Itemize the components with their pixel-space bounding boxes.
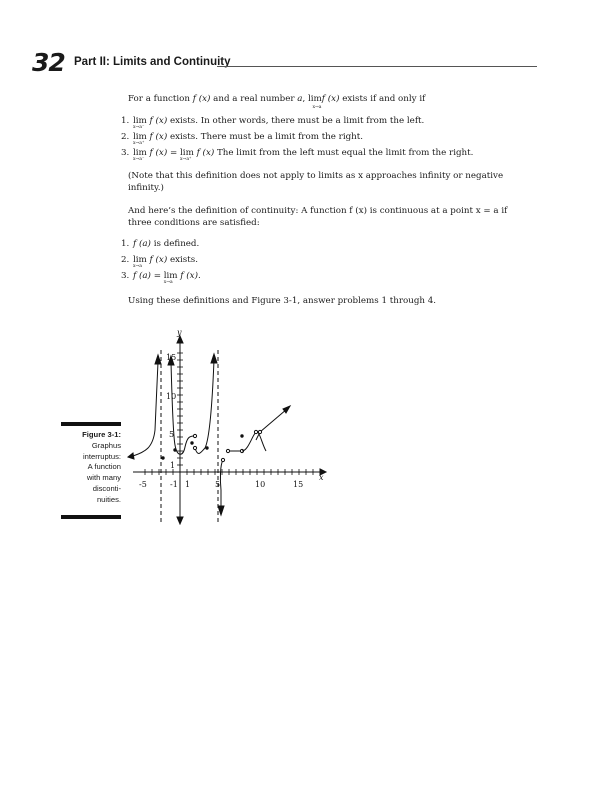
x-tick-label: 5: [215, 480, 221, 489]
curve-middle-u: [171, 362, 194, 454]
open-point: [193, 434, 196, 437]
x-axis-label: x: [319, 473, 324, 482]
filled-point: [174, 449, 176, 451]
part-title: Part II: Limits and Continuity: [74, 56, 231, 68]
filled-point: [162, 457, 164, 459]
y-tick-label: 1: [170, 461, 176, 470]
list-item: 2. lim x→a⁺ f (x) exists. There must be a limit from the right.: [121, 132, 364, 146]
note-paragraph: (Note that this definition does not apply to limits as x approaches infinity or negative infinity.): [128, 171, 504, 193]
ray-up: [260, 409, 287, 432]
x-tick-label: -5: [139, 480, 147, 489]
figure-label: Figure 3-1:: [82, 430, 121, 439]
page-number: 32: [32, 48, 65, 77]
list-item: 1. f (a) is defined.: [121, 239, 200, 249]
x-tick-label: 15: [293, 480, 304, 489]
x-tick-label: 1: [185, 480, 191, 489]
caption-top-rule: [61, 422, 121, 426]
y-axis-label: y: [177, 328, 182, 337]
x-tick-label: 10: [255, 480, 266, 489]
curve-left-branch: [133, 362, 158, 456]
continuity-intro-paragraph: And here’s the definition of continuity: A function f (x) is continuous at a point x = a if three conditions are satisfied:: [128, 206, 508, 228]
y-tick-label: 10: [166, 392, 177, 401]
list-item: 3. f (a) = lim x→a f (x).: [121, 271, 201, 285]
figure-caption: Figure 3-1: Graphus interruptus: A function with many disconti- nuities.: [82, 430, 121, 504]
y-axis-arrow: [177, 336, 183, 343]
y-tick-label: 5: [169, 430, 175, 439]
curve-peak: [242, 432, 266, 451]
instruction-paragraph: Using these definitions and Figure 3-1, answer problems 1 through 4.: [128, 296, 437, 306]
y-tick-label: 15: [166, 353, 177, 362]
function-graph: [125, 320, 335, 525]
y-axis-down-arrow: [177, 517, 183, 524]
curve-right-branch: [220, 460, 223, 508]
intro-paragraph: For a function f (x) and a real number a, lim x→a f (x) exists if and only if: [128, 94, 426, 110]
filled-point: [191, 442, 193, 444]
header-rule: [217, 66, 537, 67]
caption-bottom-rule: [61, 515, 121, 519]
list-item: 2. lim x→a f (x) exists.: [121, 255, 198, 269]
page-header: [32, 50, 537, 76]
list-item: 1. lim x→a⁻ f (x) exists. In other words, there must be a limit from the left.: [121, 116, 425, 130]
curve-rising-branch: [195, 360, 214, 453]
x-tick-label: -1: [170, 480, 178, 489]
list-item: 3. lim x→a⁻ f (x) = lim x→a⁺ f (x) The limit from the left must equal the limit from the right.: [121, 148, 474, 162]
